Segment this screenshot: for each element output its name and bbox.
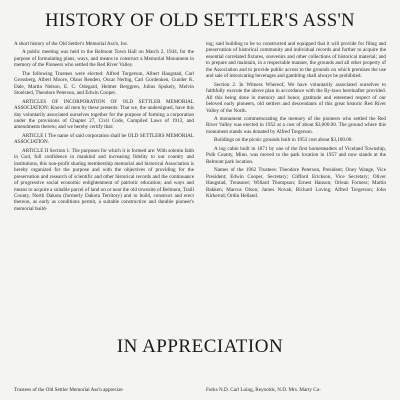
paragraph: A monument commemorating the memory of the pioneers who settled the Red River Valley was erected in 1952 at a cost of about $3,000.00. The ground where this monument stands was donated by Alfred Torgerson. [206,115,386,135]
paragraph: ARTICLE I The name of said corporation shall be OLD SETTLERS MEMORIAL ASSOCIATION. [14,132,194,146]
paragraph: Buildings on the picnic grounds built in 1953 cost about $3,100.00. [214,137,353,144]
section-heading: IN APPRECIATION [116,336,284,357]
paragraph: ARTICLES OF INCORPORATION OF OLD SETTLER MEMORIAL ASSOCIATION: Know all men by these presents: That we, the undersigned, have this day voluntarily associated ourselves together for the purpose of forming a corporation under the provisions of Chapter 27, Civil Code, Compiled Laws of 1913, and amendments thereto; and we hereby certify that: [14,98,194,131]
paragraph: Section 2. In Witness Whereof, We have voluntarily associated ourselves to faithfully execute the above plan in accordance with the By-laws hereinafter provided. All this being done in memory and honor, gratitude and esteemed respect of our beloved early pioneers, old settlers and descendants of this great historic Red River Valley of the North. [206,81,386,114]
paragraph: A short history of the Old Settler's Memorial Ass'n, Inc. [14,41,129,47]
appreciation-left: Trustees of the Old Settler Memorial Ass'n appreciat- [14,387,124,393]
paragraph: ARTICLE II Section 1. The purposes for which it is formed are: With solemn faith in God, full confidence in mankind and increasing fidelity to our country and institutions, this non-profit sharing membership memorial and historical Association is hereby organized for the purpose and with the objectives of providing for the preservation and research of scientific and other historical records and the continuance of progressive social economic enlightenment of patriotic education; and ways and means to acquire a suitable parcel of land on or near the old townsite of Belmont, Traill County, North Dakota (formerly Dakota Territory) and to build, construct and erect thereon, as early as conditions permit, a suitable constructive and durable pioneer's memorial build- [14,147,194,212]
paragraph: ing; said building to be so constructed and equipped that it will provide for filing and preservation of historical community and individual records and further to acquire the essential correlated fixtures, souvenirs and other collections of historical material; and to prepare and maintain, in a respectable manner, the grounds and all other property of the Association and to provide public access to the grounds on which premises the use and sale of intoxicating beverages and gambling shall always be prohibited. [206,41,386,80]
paragraph: A log cabin built in 1871 by one of the first homesteaders of Viceland Township, Polk County, Minn. was moved to the park location in 1957 and now stands at the Belmont park location. [206,145,386,165]
appreciation-text [14,387,386,393]
paragraph: The following Trustees were elected: Alfred Torgerson, Albert Haugstad, Carl Grossberg, Albert Moore, Olaus Renden, Oscar Nerbig, Carl Gordenken, Gunder K. Dale, Martin Nelson, E. C. Odegard, Helmer Berggren, Julius Spokely, Melvin Stoelsted, Theodore Peterson, and Edwin Cooper. [14,70,194,97]
appreciation-right: Forks N.D. Carl Loing, Reynolds, N.D. Mrs. Marty Ca- [206,387,321,393]
paragraph: Names of the 1962 Trustees: Theodore Peterson, President; Oney Wange, Vice President; Edwin Cooper, Secretary; Clifford Erickson, Vice Secretary; Oliver Haugstad, Treasurer; Willard Thompson; Ernest Hanson; Orlean Forness; Martin Bakken; Marcus Olson; James Novak; Richard Loving; Alfred Torgerson; John Kirkerud; Ordin Helland. [206,167,386,199]
left-column [14,41,194,214]
paragraph: A public meeting was held in the Belmont Town Hall on March 2, 1944, for the purpose of formulating plans, ways, and means to construct a Memorial Monument in memory of the Pioneers who settled the Red River Valley. [14,49,194,69]
history-columns [14,41,386,214]
page-title: HISTORY OF OLD SETTLER'S ASS'N [45,11,355,31]
right-column [206,41,386,214]
